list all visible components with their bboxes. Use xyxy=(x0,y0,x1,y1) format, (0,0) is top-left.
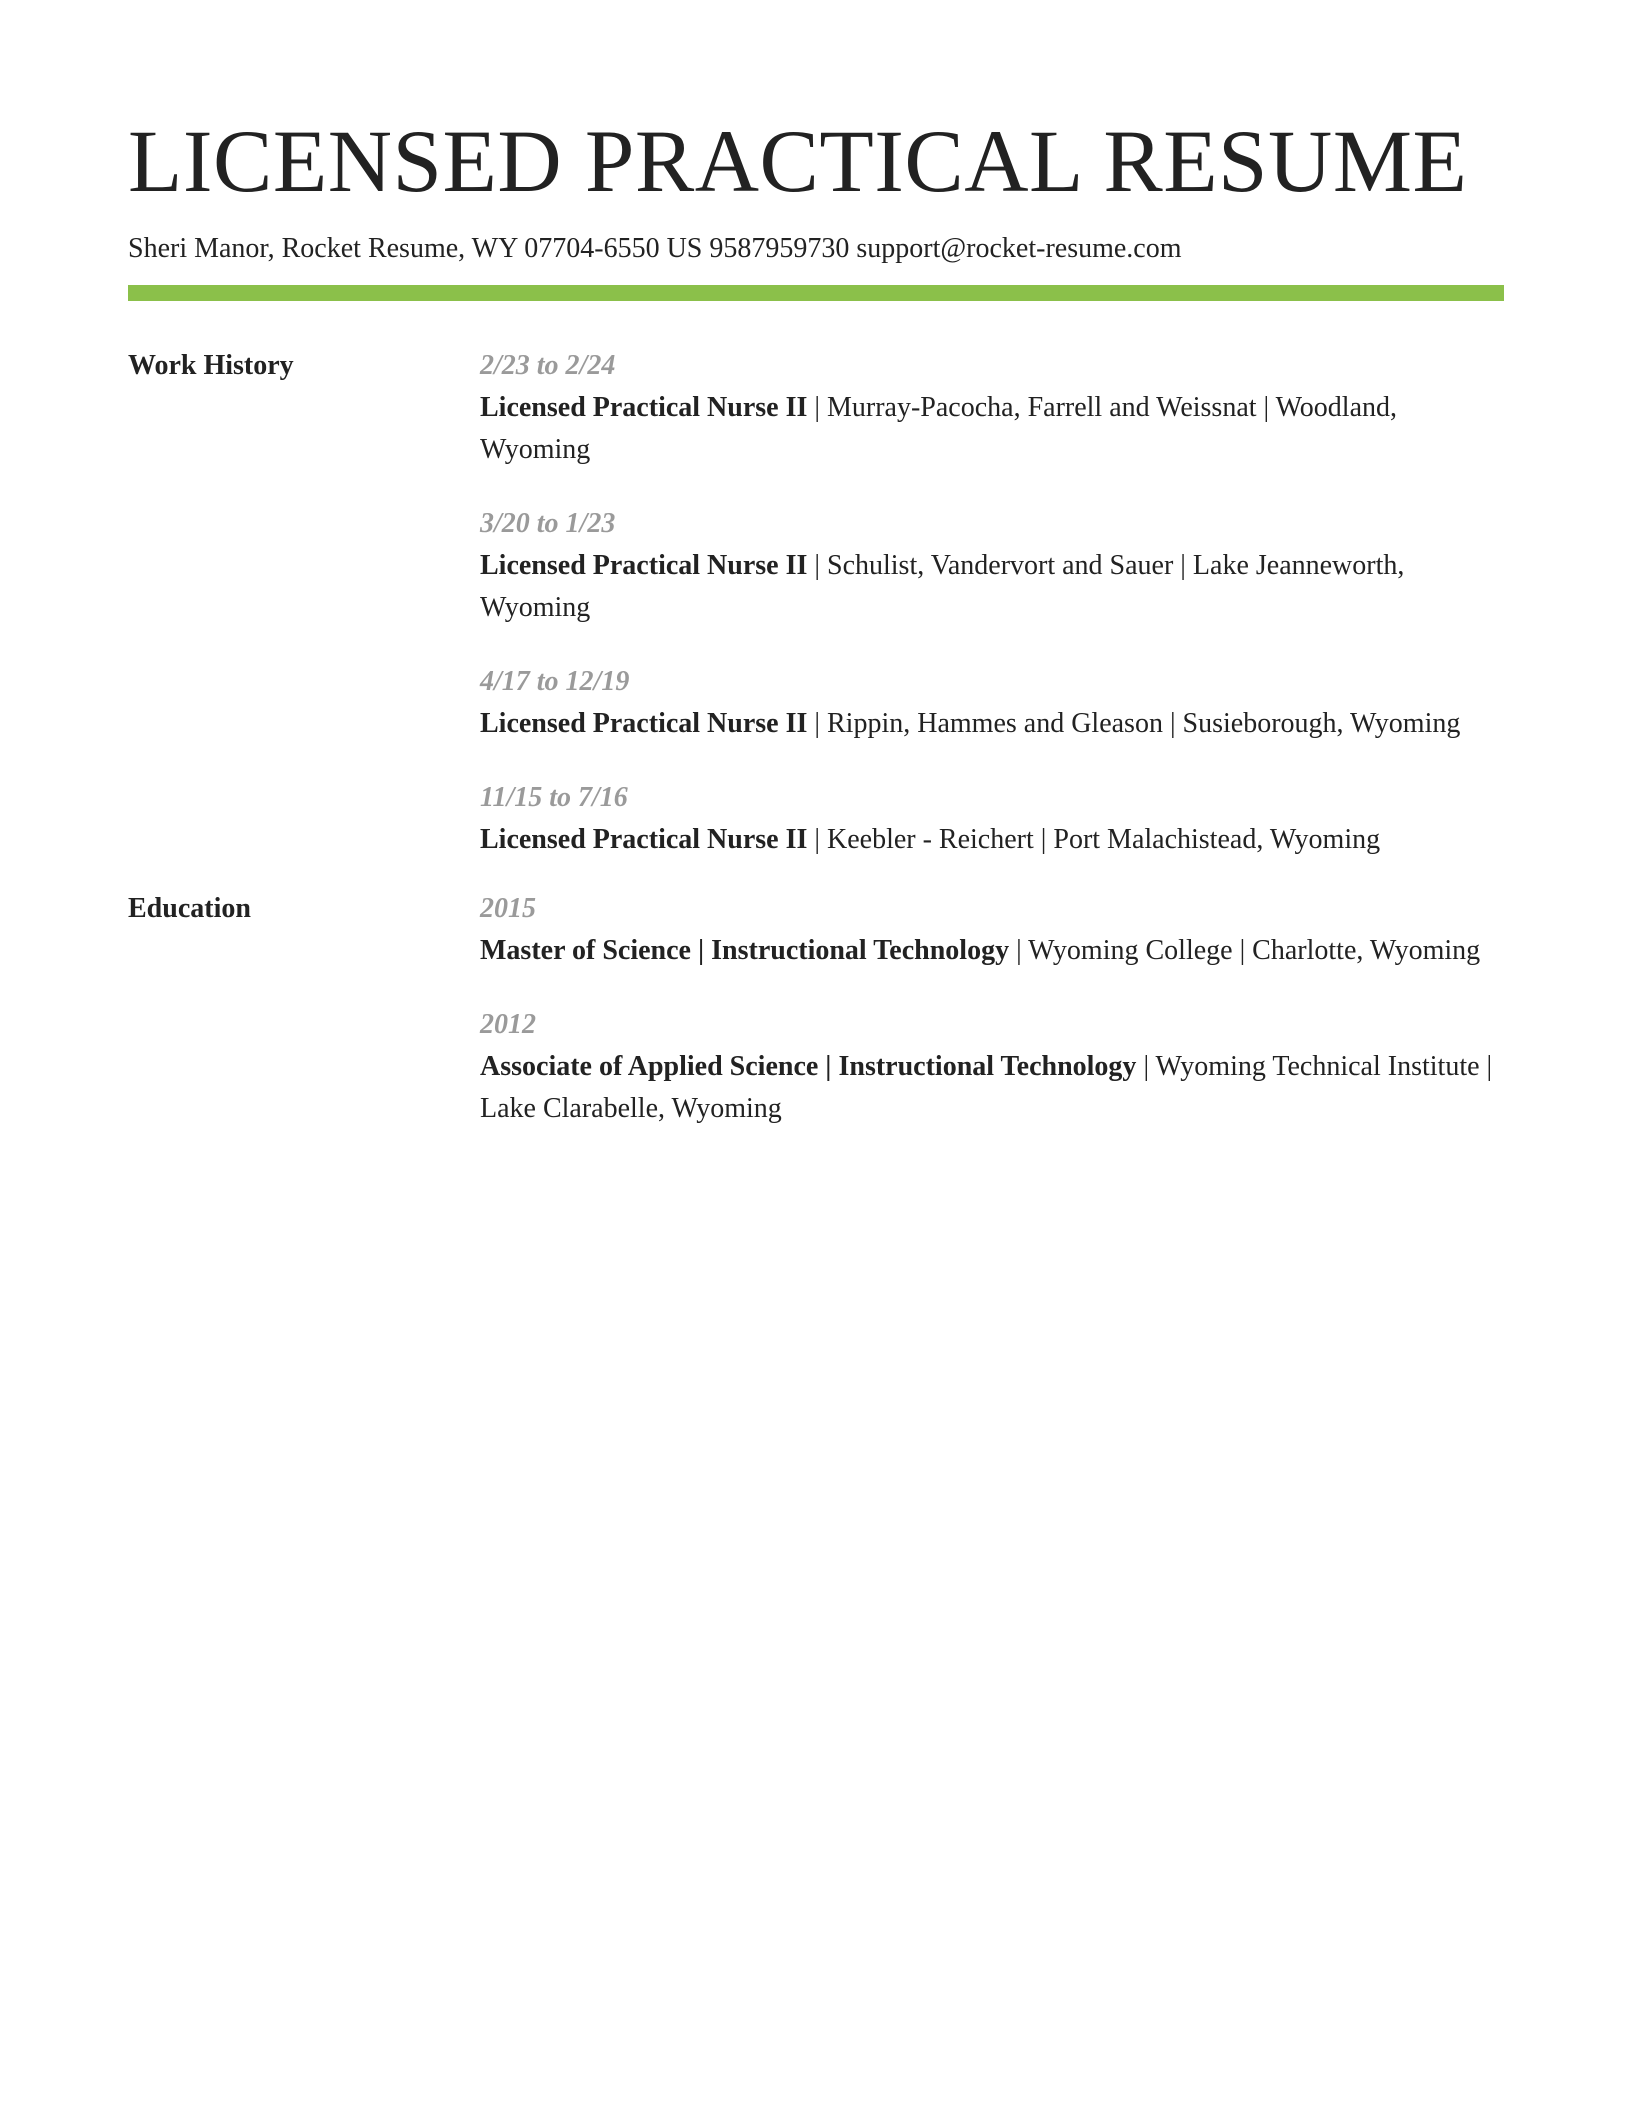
entry-body xyxy=(480,819,1500,861)
education-entries xyxy=(480,888,1500,1162)
accent-divider xyxy=(128,285,1504,301)
entry-title: Associate of Applied Science | Instructional Technology xyxy=(480,1051,1137,1082)
section-heading-work-history: Work History xyxy=(128,350,294,381)
entry-date: 11/15 to 7/16 xyxy=(480,782,628,813)
work-entry xyxy=(480,345,1500,471)
entry-details: | Rippin, Hammes and Gleason | Susieborough, Wyoming xyxy=(807,708,1461,739)
education-entry xyxy=(480,1004,1500,1130)
entry-body xyxy=(480,930,1500,972)
work-history-entries xyxy=(480,345,1500,893)
entry-details: | Wyoming College | Charlotte, Wyoming xyxy=(1009,935,1481,966)
entry-title: Licensed Practical Nurse II xyxy=(480,708,808,739)
entry-title: Licensed Practical Nurse II xyxy=(480,824,808,855)
entry-date: 2015 xyxy=(480,893,536,924)
entry-details: | Keebler - Reichert | Port Malachistead, Wyoming xyxy=(807,824,1381,855)
contact-info: Sheri Manor, Rocket Resume, WY 07704-6550 US 9587959730 support@rocket-resume.com xyxy=(128,233,1182,264)
entry-details: | Wyoming Technical Institute | Lake Clarabelle, Wyoming xyxy=(480,1051,1493,1124)
entry-details: | Murray-Pacocha, Farrell and Weissnat | Woodland, Wyoming xyxy=(480,392,1398,465)
entry-date: 4/17 to 12/19 xyxy=(480,666,630,697)
work-entry xyxy=(480,661,1500,745)
entry-date: 2012 xyxy=(480,1009,536,1040)
education-entry xyxy=(480,888,1500,972)
entry-body xyxy=(480,387,1500,471)
section-heading-education: Education xyxy=(128,893,251,924)
entry-body xyxy=(480,703,1500,745)
entry-title: Licensed Practical Nurse II xyxy=(480,392,808,423)
entry-date: 3/20 to 1/23 xyxy=(480,508,616,539)
entry-title: Master of Science | Instructional Technology xyxy=(480,935,1010,966)
entry-body xyxy=(480,1046,1500,1130)
entry-title: Licensed Practical Nurse II xyxy=(480,550,808,581)
entry-details: | Schulist, Vandervort and Sauer | Lake Jeanneworth, Wyoming xyxy=(480,550,1405,623)
work-entry xyxy=(480,503,1500,629)
work-entry xyxy=(480,777,1500,861)
entry-body xyxy=(480,545,1500,629)
entry-date: 2/23 to 2/24 xyxy=(480,350,616,381)
page-title: LICENSED PRACTICAL RESUME xyxy=(128,113,1468,211)
